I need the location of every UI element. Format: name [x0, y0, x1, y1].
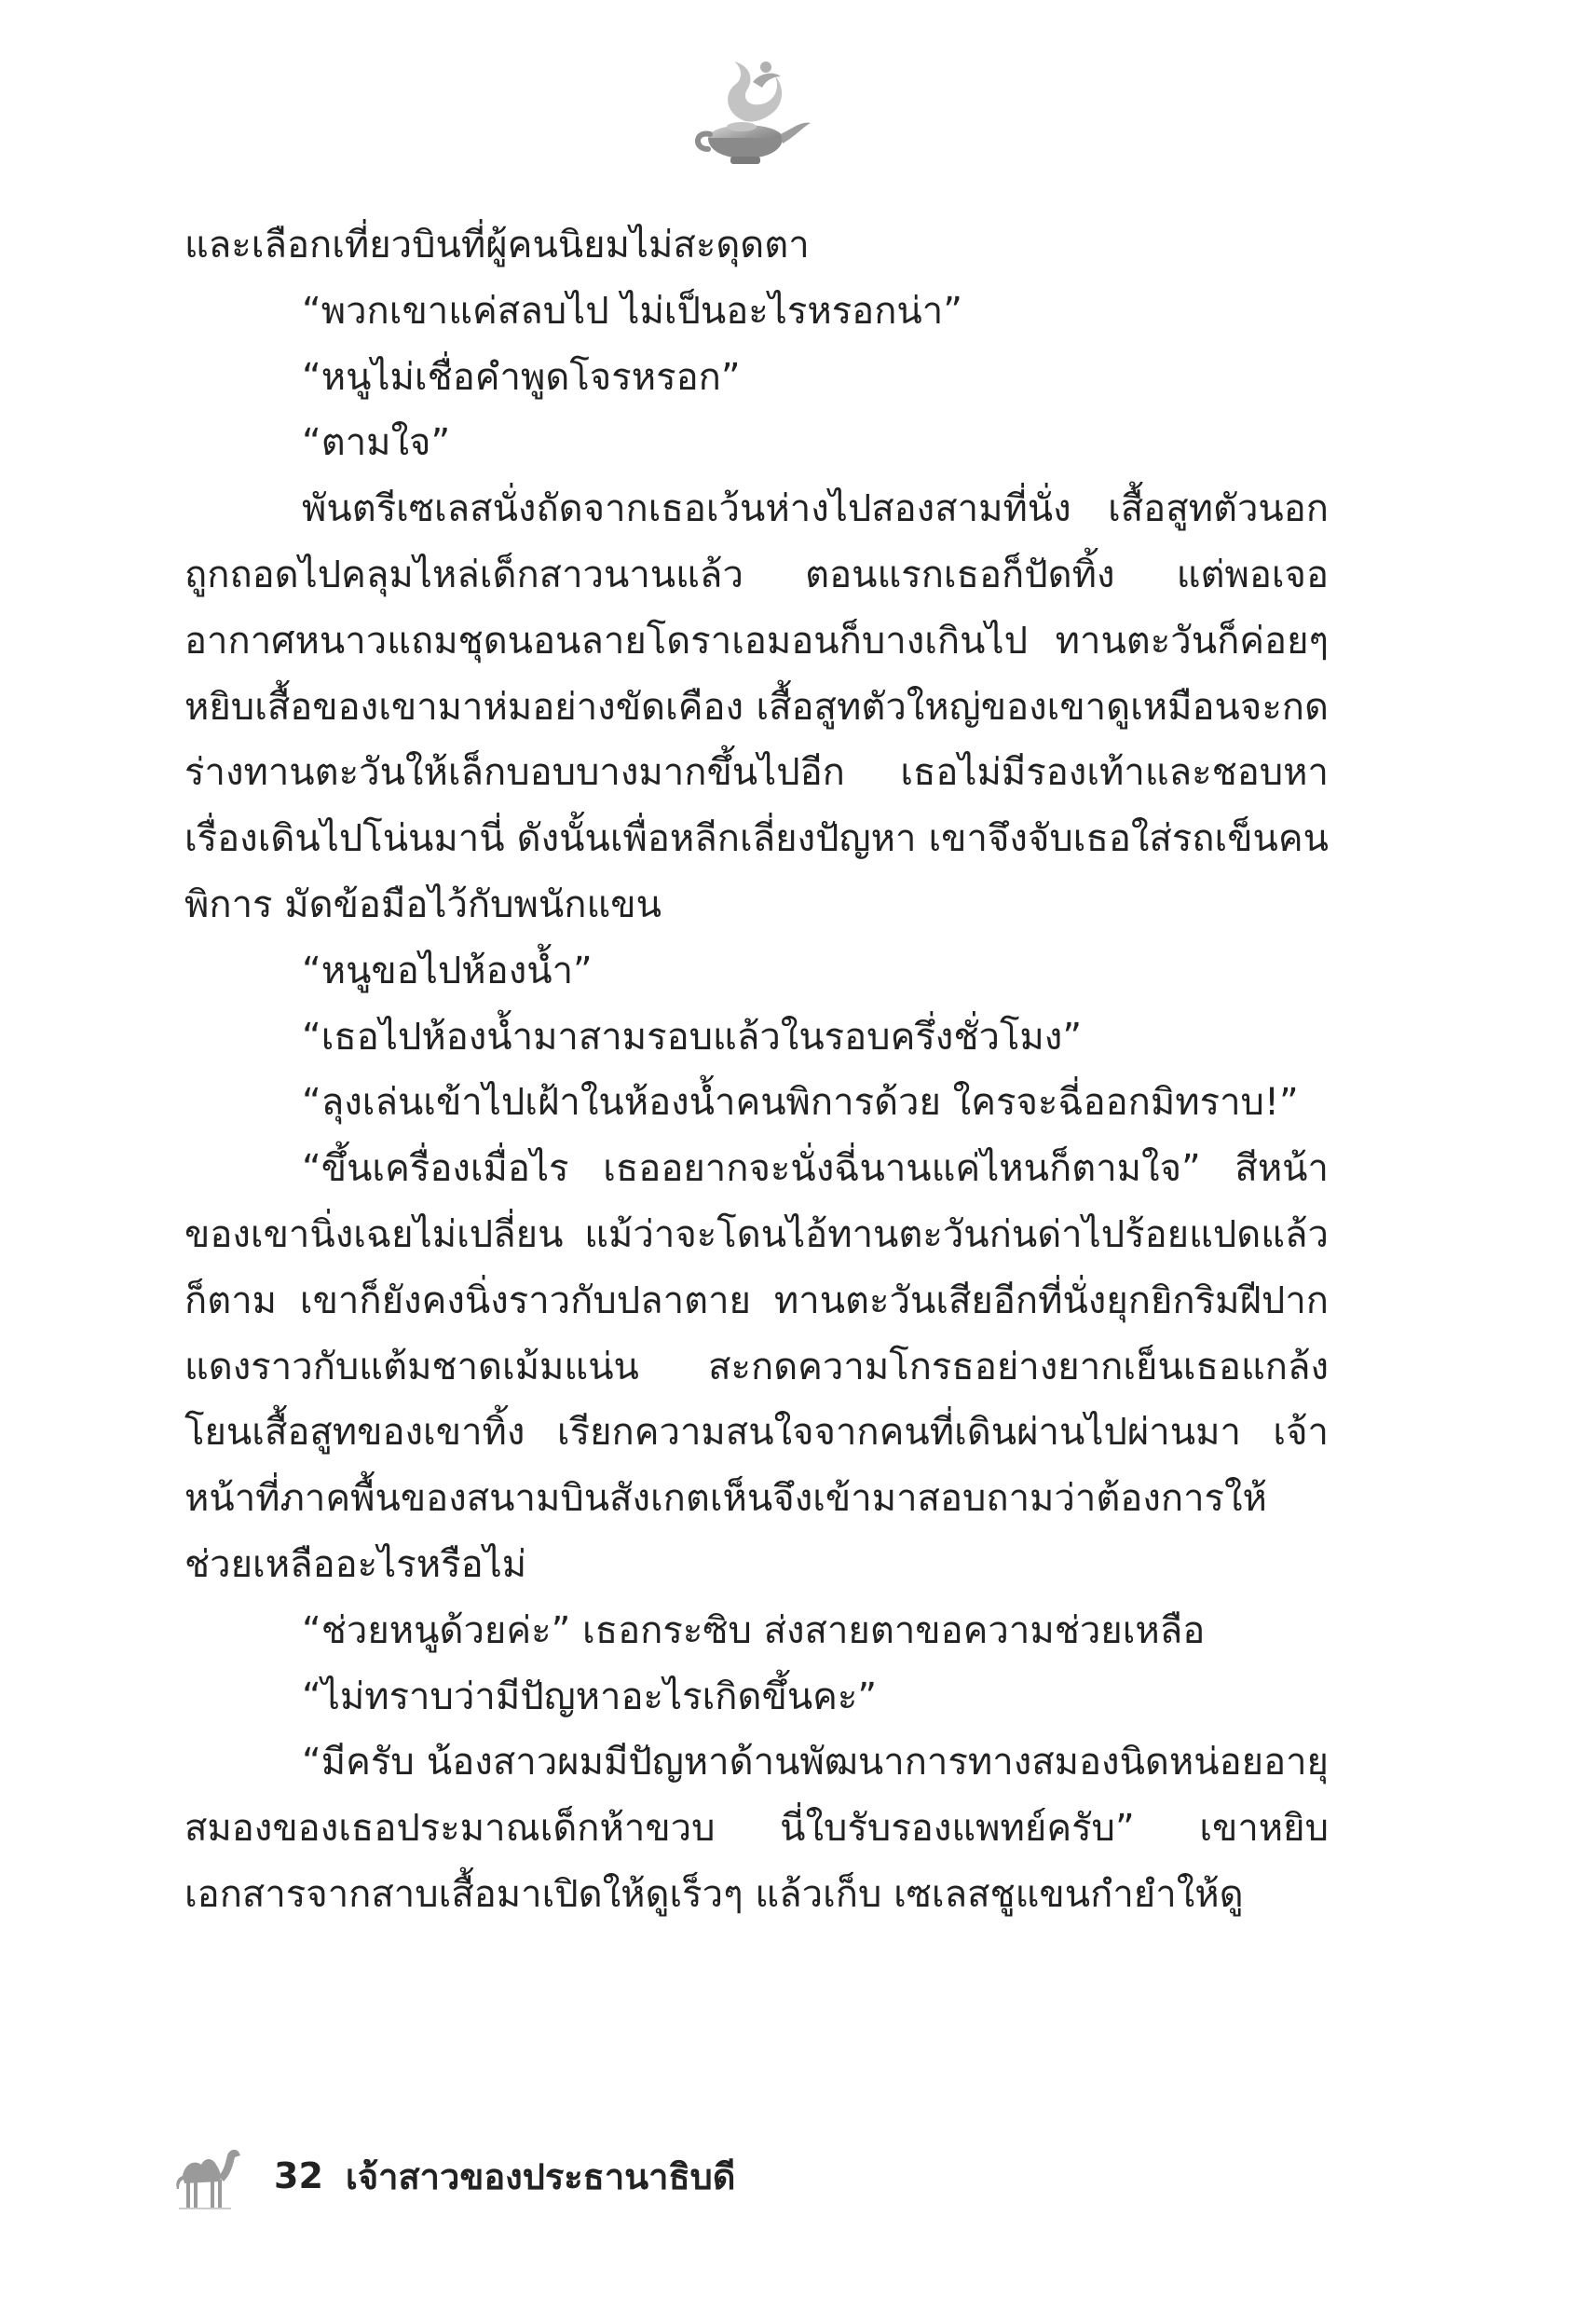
genie-lamp-icon [688, 48, 816, 170]
page-footer [166, 2134, 735, 2218]
paragraph: “หนูไม่เชื่อคำพูดโจรหรอก” [302, 355, 741, 399]
paragraph: “ตามใจ” [302, 421, 451, 465]
paragraph: พันตรีเซเลสนั่งถัดจากเธอเว้นห่างไปสองสามที่นั่ง เสื้อสูทตัวนอกถูกถอดไปคลุมไหล่เด็กสาวนานแล้ว ตอนแรกเธอก็ปัดทิ้ง แต่พอเจออากาศหนาวแถมชุดนอนลายโดราเอมอนก็บางเกินไป ทานตะวันก็ค่อยๆ หยิบเสื้อของเขามาห่มอย่างขัดเคือง เสื้อสูทตัวใหญ่ของเขาดูเหมือนจะกดร่างทานตะวันให้เล็กบอบบางมากขึ้นไปอีก เธอไม่มีรองเท้าและชอบหาเรื่องเดินไปโน่นมานี่ ดังนั้นเพื่อหลีกเลี่ยงปัญหา เขาจึงจับเธอใส่รถเข็นคนพิการ มัดข้อมือไว้กับพนักแขน [184, 487, 1329, 926]
paragraph: “ลุงเล่นเข้าไปเฝ้าในห้องน้ำคนพิการด้วย ใครจะฉี่ออกมิทราบ!” [302, 1081, 1299, 1125]
paragraph: “หนูขอไปห้องน้ำ” [302, 949, 593, 992]
paragraph: “ขึ้นเครื่องเมื่อไร เธออยากจะนั่งฉี่นานแค่ไหนก็ตามใจ” สีหน้าของเขานิ่งเฉยไม่เปลี่ยน แม้ว่าจะโดนไอ้ทานตะวันก่นด่าไปร้อยแปดแล้วก็ตาม เขาก็ยังคงนิ่งราวกับปลาตาย ทานตะวันเสียอีกที่นั่งยุกยิกริมฝีปากแดงราวกับแต้มชาดเม้มแน่น สะกดความโกรธอย่างยากเย็นเธอแกล้งโยนเสื้อสูทของเขาทิ้ง เรียกความสนใจจากคนที่เดินผ่านไปผ่านมา เจ้าหน้าที่ภาคพื้นของสนามบินสังเกตเห็นจึงเข้ามาสอบถามว่าต้องการให้ช่วยเหลืออะไรหรือไม่ [184, 1147, 1329, 1586]
paragraph: “พวกเขาแค่สลบไป ไม่เป็นอะไรหรอกน่า” [302, 289, 962, 333]
page-number: 32 [274, 2155, 323, 2196]
paragraph: “มีครับ น้องสาวผมมีปัญหาด้านพัฒนาการทางสมองนิดหน่อยอายุสมองของเธอประมาณเด็กห้าขวบ นี่ใบรับรองแพทย์ครับ” เขาหยิบเอกสารจากสาบเสื้อมาเปิดให้ดูเร็วๆ แล้วเก็บ เซเลสชูแขนกำยำให้ดู [184, 1741, 1329, 1916]
paragraph: และเลือกเที่ยวบินที่ผู้คนนิยมไม่สะดุดตา [184, 224, 810, 267]
book-title: เจ้าสาวของประธานาธิบดี [345, 2155, 736, 2197]
paragraph: “ไม่ทราบว่ามีปัญหาอะไรเกิดขึ้นคะ” [302, 1675, 878, 1718]
paragraph: “เธอไปห้องน้ำมาสามรอบแล้วในรอบครึ่งชั่วโมง” [302, 1015, 1083, 1059]
camel-icon [166, 2139, 246, 2213]
body-text [184, 212, 1329, 1928]
paragraph: “ช่วยหนูด้วยค่ะ” เธอกระซิบ ส่งสายตาขอความช่วยเหลือ [302, 1608, 1206, 1652]
